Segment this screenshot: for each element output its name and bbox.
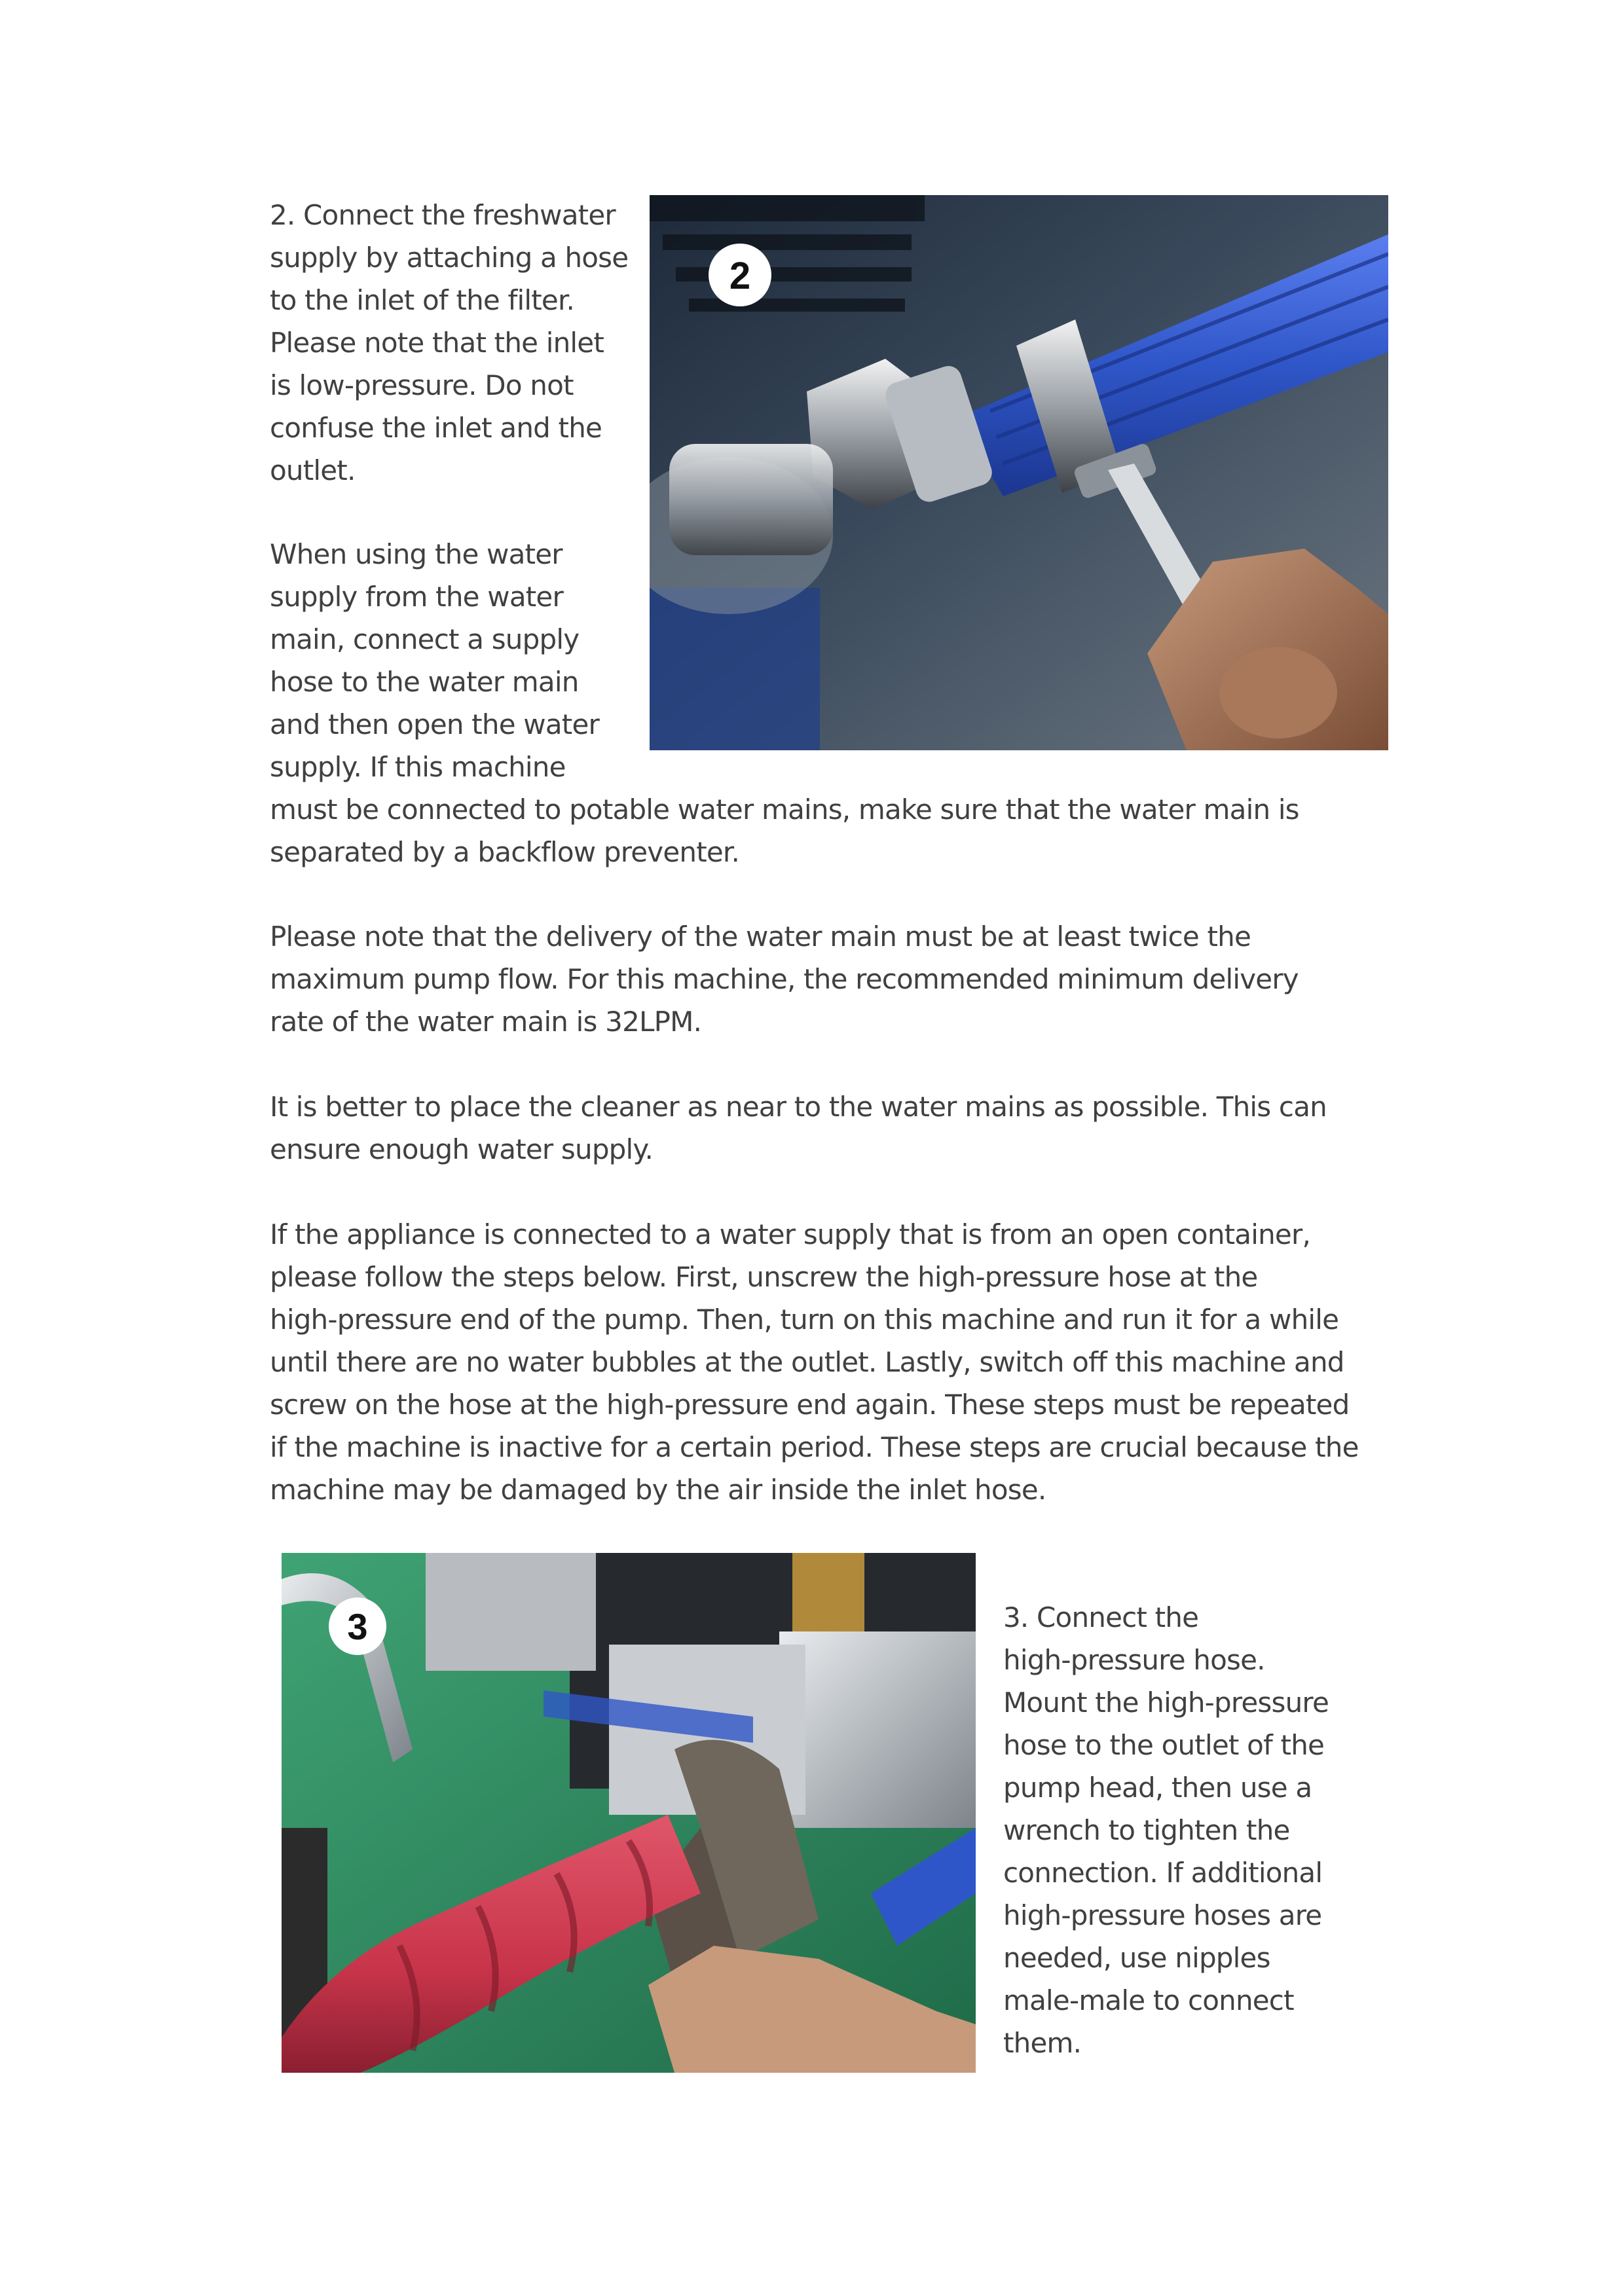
text-line: them.	[1003, 2027, 1082, 2059]
text-line: 2. Connect the freshwater	[270, 199, 616, 231]
step3-photo	[282, 1553, 976, 2073]
text-line: if the machine is inactive for a certain period. These steps are crucial because the	[270, 1431, 1359, 1463]
delivery-paragraph	[270, 915, 1299, 1043]
text-line: wrench to tighten the	[1003, 1814, 1290, 1846]
wrench-pump-image	[282, 1553, 976, 2073]
text-line: machine may be damaged by the air inside the inlet hose.	[270, 1474, 1046, 1506]
text-line: Mount the high-pressure	[1003, 1686, 1329, 1719]
step2-photo	[650, 195, 1388, 750]
text-line: until there are no water bubbles at the outlet. Lastly, switch off this machine and	[270, 1346, 1344, 1378]
text-line: supply by attaching a hose	[270, 242, 629, 274]
text-line: needed, use nipples	[1003, 1942, 1270, 1974]
text-line: must be connected to potable water mains, make sure that the water main is	[270, 793, 1299, 826]
text-line: If the appliance is connected to a water supply that is from an open container,	[270, 1218, 1310, 1250]
text-line: separated by a backflow preventer.	[270, 836, 740, 868]
text-line: Please note that the inlet	[270, 327, 604, 359]
text-line: connection. If additional	[1003, 1857, 1323, 1889]
text-line: pump head, then use a	[1003, 1772, 1312, 1804]
text-line: high-pressure hoses are	[1003, 1899, 1322, 1931]
text-line: supply. If this machine	[270, 751, 566, 783]
text-line: confuse the inlet and the	[270, 412, 602, 444]
text-line: to the inlet of the filter.	[270, 284, 575, 316]
text-line: is low-pressure. Do not	[270, 369, 574, 401]
text-line: high-pressure end of the pump. Then, turn on this machine and run it for a while	[270, 1303, 1339, 1336]
text-line: Please note that the delivery of the water main must be at least twice the	[270, 920, 1251, 953]
text-line: male-male to connect	[1003, 1984, 1294, 2016]
text-line: It is better to place the cleaner as near to the water mains as possible. This can	[270, 1091, 1327, 1123]
text-line: screw on the hose at the high-pressure end again. These steps must be repeated	[270, 1389, 1350, 1421]
step3-badge: 3	[347, 1606, 368, 1647]
text-line: maximum pump flow. For this machine, the recommended minimum delivery	[270, 963, 1299, 995]
step2-instructions	[270, 194, 628, 492]
open-container-paragraph	[270, 1213, 1359, 1511]
text-line: high-pressure hose.	[1003, 1644, 1265, 1676]
text-line: hose to the outlet of the	[1003, 1729, 1325, 1761]
text-line: 3. Connect the	[1003, 1601, 1199, 1633]
text-line: and then open the water	[270, 708, 599, 740]
text-line: hose to the water main	[270, 666, 579, 698]
text-line: supply from the water	[270, 581, 563, 613]
step3-instructions	[1003, 1596, 1329, 2064]
hose-connection-image	[650, 195, 1388, 750]
text-line: outlet.	[270, 454, 356, 486]
text-line: ensure enough water supply.	[270, 1133, 654, 1165]
text-line: please follow the steps below. First, unscrew the high-pressure hose at the	[270, 1261, 1258, 1293]
text-line: When using the water	[270, 538, 563, 570]
step2-badge: 2	[729, 255, 751, 297]
text-line: main, connect a supply	[270, 623, 580, 655]
text-line: rate of the water main is 32LPM.	[270, 1006, 702, 1038]
placement-paragraph	[270, 1085, 1327, 1171]
